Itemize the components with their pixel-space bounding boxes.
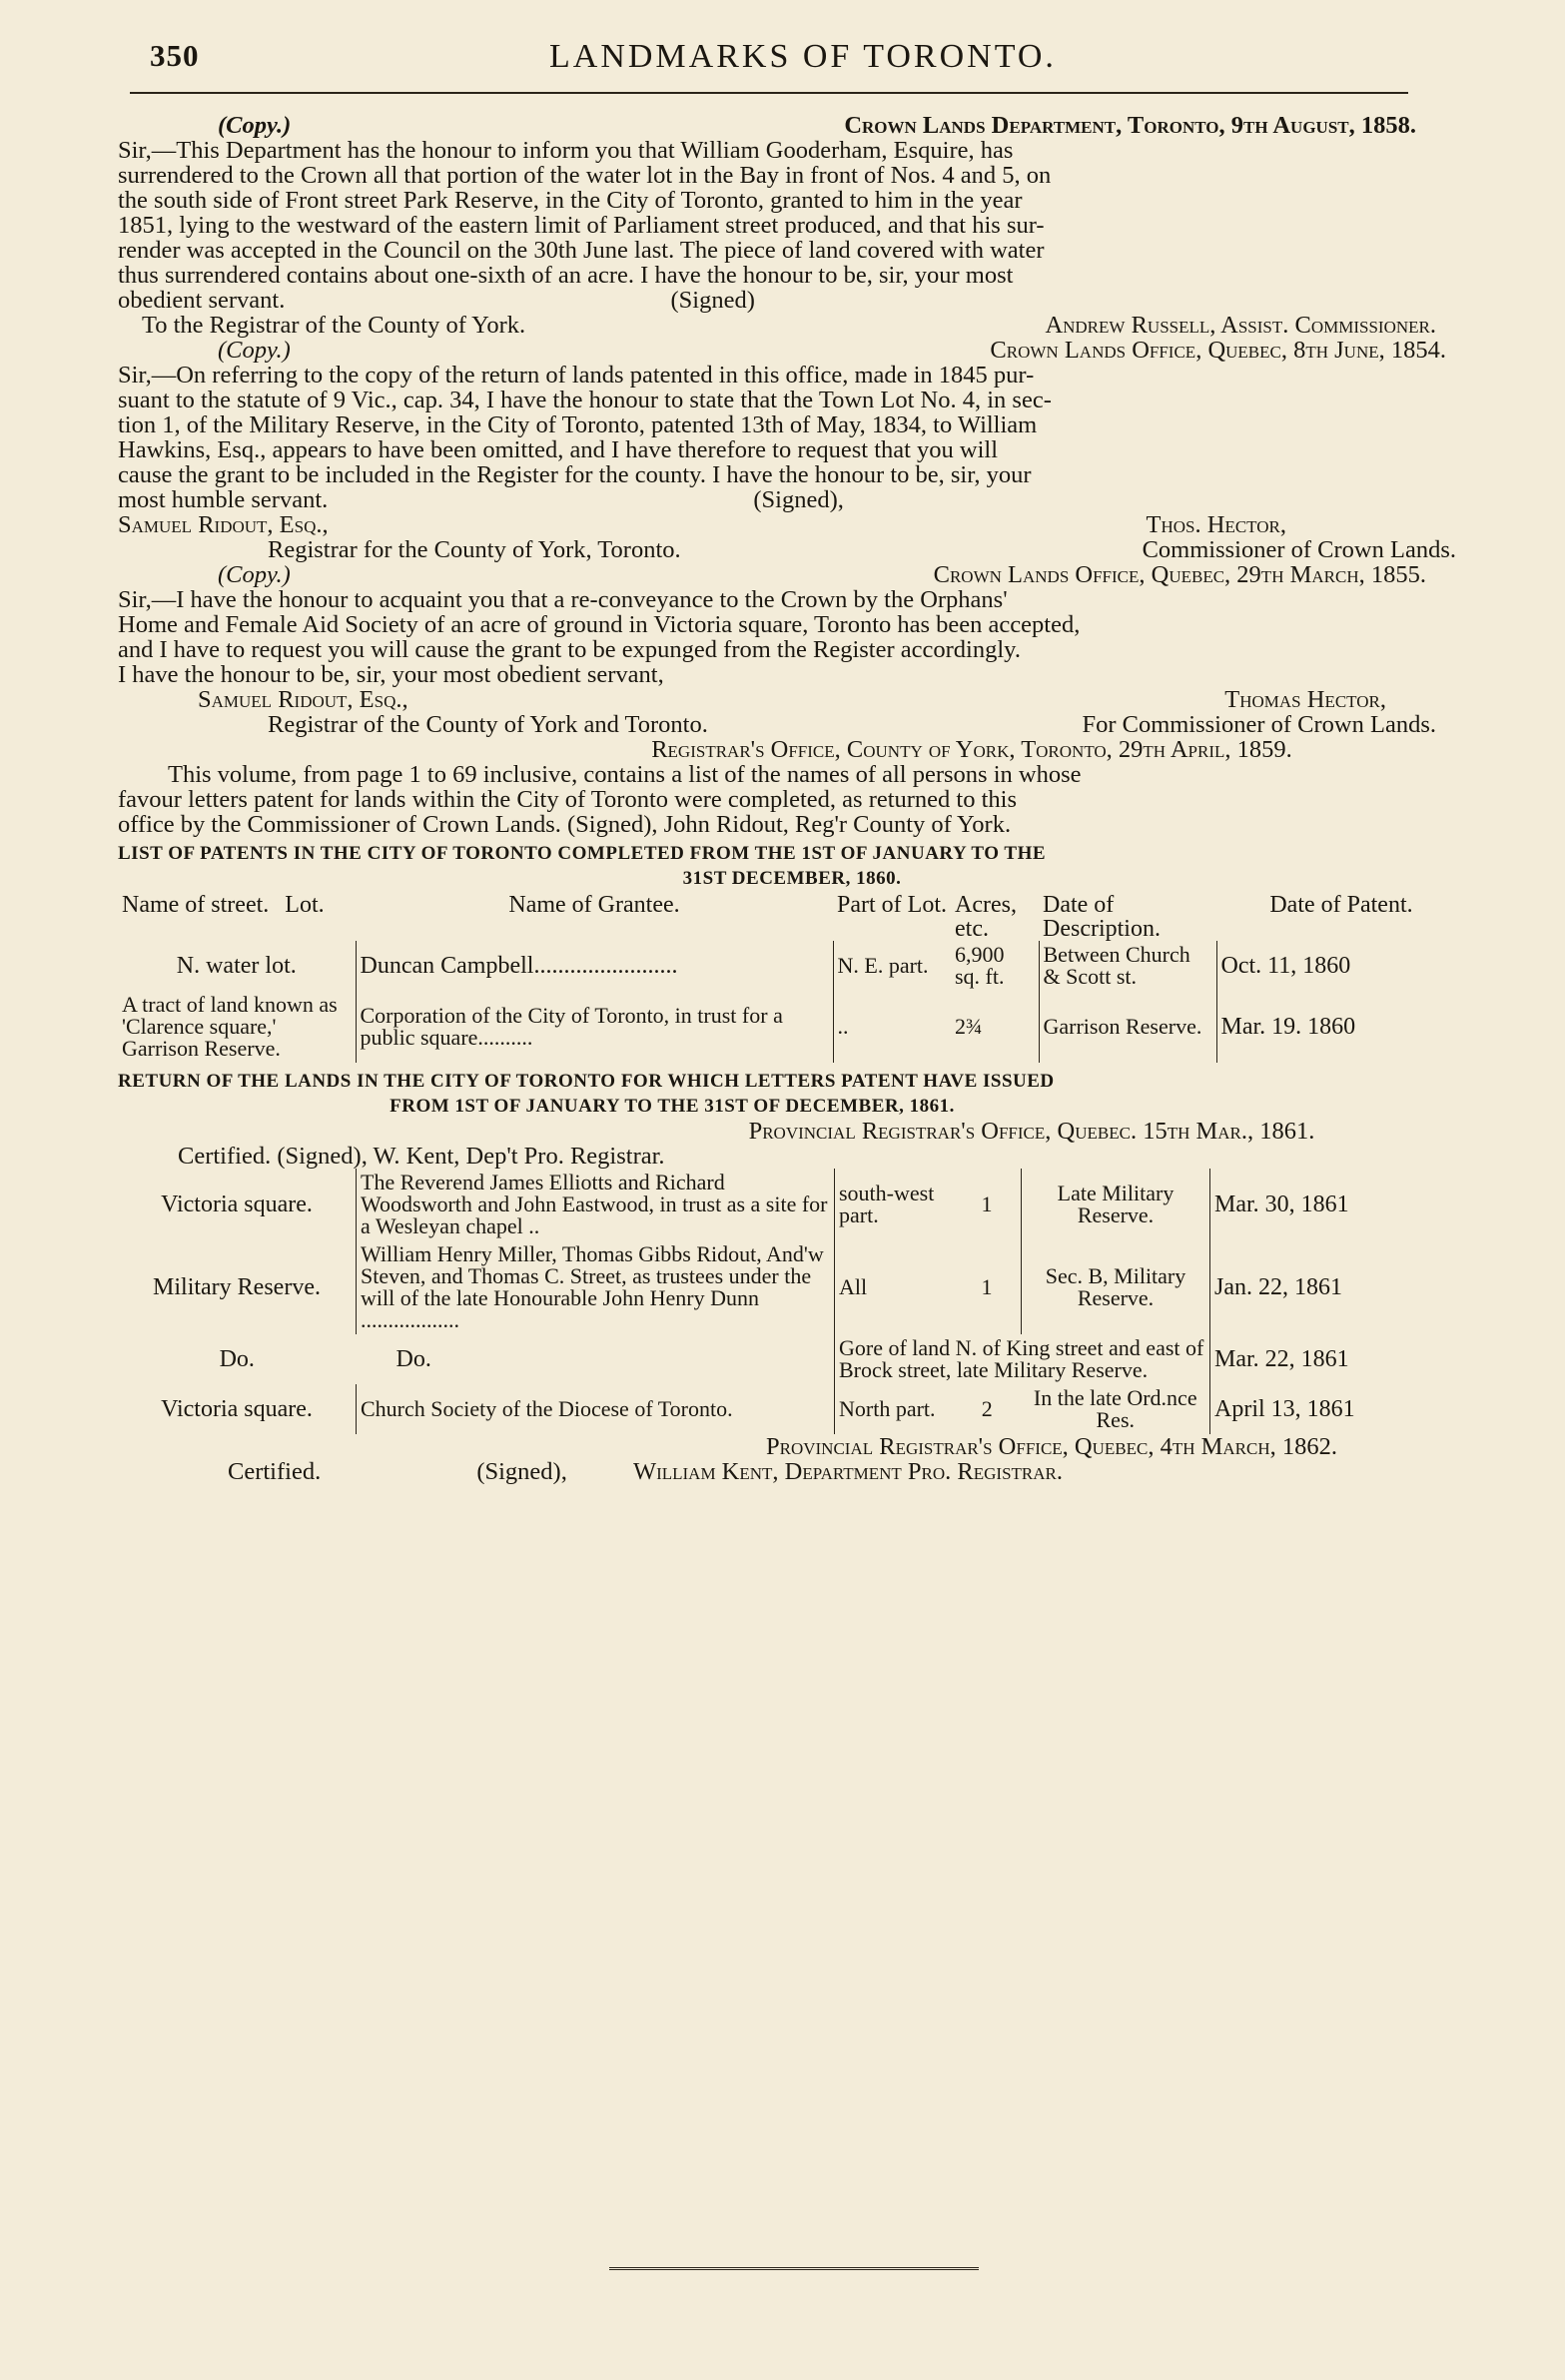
running-title: LANDMARKS OF TORONTO. xyxy=(549,38,1057,75)
cell-description: Garrison Reserve. xyxy=(1039,991,1216,1063)
table-row xyxy=(118,1169,1466,1240)
signature-title: For Commissioner of Crown Lands. xyxy=(1082,711,1436,738)
patent-table-1861 xyxy=(118,1169,1466,1434)
table-header-row xyxy=(118,893,1466,941)
cell-grantee: Duncan Campbell........................ xyxy=(356,941,833,991)
cell-date: April 13, 1861 xyxy=(1214,1396,1355,1422)
list-title: FROM 1ST OF JANUARY TO THE 31ST OF DECEMBER, 1861. xyxy=(390,1096,955,1117)
column-header: Acres, etc. xyxy=(955,892,1017,942)
patent-list-1861 xyxy=(118,1069,1466,1484)
footer-office: Provincial Registrar's Office, Quebec, 4th March, 1862. xyxy=(765,1433,1338,1460)
cell-date: Mar. 22, 1861 xyxy=(1214,1346,1349,1372)
note-line: favour letters patent for lands within the City of Toronto were completed, as returned to this xyxy=(118,787,1018,812)
letter-line: surrendered to the Crown all that portion of the water lot in the Bay in front of Nos. 4 and 5, on xyxy=(118,163,1052,188)
page-body xyxy=(118,113,1466,1484)
registrar-note xyxy=(118,737,1466,837)
letter-line: cause the grant to be included in the Register for the county. I have the honour to be, sir, your xyxy=(118,462,1032,487)
page-header xyxy=(150,38,1435,82)
cell-date: Jan. 22, 1861 xyxy=(1214,1274,1342,1300)
cell-street: A tract of land known as 'Clarence square,' Garrison Reserve. xyxy=(118,991,356,1063)
cell-acres: 2¾ xyxy=(951,991,1039,1063)
footer-signed: (Signed), xyxy=(476,1459,567,1484)
letter-closing: most humble servant. xyxy=(118,487,329,512)
footer-certified: Certified. xyxy=(228,1459,322,1484)
list-title: LIST OF PATENTS IN THE CITY OF TORONTO COMPLETED FROM THE 1ST OF JANUARY TO THE xyxy=(118,843,1047,864)
letter-line: Sir,—On referring to the copy of the return of lands patented in this office, made in 1845 pur- xyxy=(118,363,1035,388)
copy-label: (Copy.) xyxy=(218,561,291,588)
cell-acres: 1 xyxy=(953,1240,1022,1334)
letter-line: suant to the statute of 9 Vic., cap. 34, I have the honour to state that the Town Lot No. 4, in sec- xyxy=(118,388,1052,412)
list-title: 31ST DECEMBER, 1860. xyxy=(682,868,902,889)
cell-street: Victoria square. xyxy=(118,1384,357,1434)
cell-grantee: Church Society of the Diocese of Toronto. xyxy=(357,1384,835,1434)
cell-acres: 1 xyxy=(953,1169,1022,1240)
footer-signature: William Kent, Department Pro. Registrar. xyxy=(632,1459,1063,1484)
letter-line: render was accepted in the Council on the 30th June last. The piece of land covered with water xyxy=(118,238,1045,263)
letter-line: the south side of Front street Park Reserve, in the City of Toronto, granted to him in the year xyxy=(118,188,1023,213)
copy-label: (Copy.) xyxy=(218,337,291,364)
cell-street: Do. xyxy=(219,1346,255,1372)
letter-dateline: Crown Lands Office, Quebec, 29th March, 1855. xyxy=(933,561,1426,588)
column-header: Part of Lot. xyxy=(837,892,947,918)
cell-grantee: Corporation of the City of Toronto, in trust for a public square.......... xyxy=(356,991,833,1063)
cell-grantee: William Henry Miller, Thomas Gibbs Ridout, And'w Steven, and Thomas C. Street, as trustees under the will of the late Honourable John Henry Dunn .................. xyxy=(357,1240,835,1334)
signed-label: (Signed) xyxy=(670,288,755,313)
cell-description: In the late Ord.nce Res. xyxy=(1022,1384,1210,1434)
cell-street: Military Reserve. xyxy=(118,1240,357,1334)
note-dateline: Registrar's Office, County of York, Toronto, 29th April, 1859. xyxy=(651,736,1292,763)
patent-list-1860 xyxy=(118,841,1466,1063)
signature-title: Commissioner of Crown Lands. xyxy=(1142,536,1456,563)
table-row xyxy=(118,1334,1466,1384)
addressee-title: Registrar of the County of York and Toronto. xyxy=(268,711,708,738)
cell-date: Mar. 19. 1860 xyxy=(1220,1014,1356,1040)
letter-signature: Andrew Russell, Assist. Commissioner. xyxy=(1045,312,1436,339)
letter-closing: obedient servant. xyxy=(118,288,286,313)
certified-line: Certified. (Signed), W. Kent, Dep't Pro. Registrar. xyxy=(178,1144,665,1169)
office-line: Provincial Registrar's Office, Quebec. 15th Mar., 1861. xyxy=(748,1118,1315,1145)
letter-line: Home and Female Aid Society of an acre of ground in Victoria square, Toronto has been accepted, xyxy=(118,612,1081,637)
letter-addressee: To the Registrar of the County of York. xyxy=(142,312,526,339)
cell-part: .. xyxy=(837,1014,849,1039)
column-header: Name of street. xyxy=(122,892,270,918)
addressee-title: Registrar for the County of York, Toronto. xyxy=(268,536,681,563)
cell-grantee: The Reverend James Elliotts and Richard Woodsworth and John Eastwood, in trust as a site for a Wesleyan chapel .. xyxy=(357,1169,835,1240)
letter-dateline: Crown Lands Office, Quebec, 8th June, 1854. xyxy=(990,337,1446,364)
cell-part: N. E. part. xyxy=(837,953,929,978)
column-header: Date of Description. xyxy=(1043,892,1161,942)
addressee-name: Samuel Ridout, Esq., xyxy=(198,686,408,713)
letter-line: tion 1, of the Military Reserve, in the City of Toronto, patented 13th of May, 1834, to William xyxy=(118,412,1038,437)
letter-line: Hawkins, Esq., appears to have been omitted, and I have therefore to request that you will xyxy=(118,437,999,462)
letter-signature: Thomas Hector, xyxy=(1224,686,1386,713)
page-number: 350 xyxy=(150,38,200,73)
letter-line: Sir,—I have the honour to acquaint you that a re-conveyance to the Crown by the Orphans' xyxy=(118,587,1008,612)
letter-signature: Thos. Hector, xyxy=(1146,511,1286,538)
column-header: Lot. xyxy=(285,892,325,918)
table-row xyxy=(118,1240,1466,1334)
table-row xyxy=(118,941,1466,991)
cell-part: south-west part. xyxy=(839,1181,935,1227)
cell-acres: 6,900 sq. ft. xyxy=(951,941,1039,991)
column-header: Name of Grantee. xyxy=(508,892,680,918)
cell-description: Between Church & Scott st. xyxy=(1039,941,1216,991)
cell-part: All xyxy=(839,1274,868,1299)
signed-label: (Signed), xyxy=(753,487,844,512)
letter-line: thus surrendered contains about one-sixth of an acre. I have the honour to be, sir, your most xyxy=(118,263,1014,288)
letter-2 xyxy=(118,338,1466,562)
cell-part: North part. xyxy=(839,1396,936,1421)
letter-1 xyxy=(118,113,1466,338)
cell-street: N. water lot. xyxy=(118,941,356,991)
cell-part: Gore of land N. of King street and east of Brock street, late Military Reserve. xyxy=(835,1334,1210,1384)
addressee-name: Samuel Ridout, Esq., xyxy=(118,511,329,538)
cell-acres: 2 xyxy=(981,1396,993,1421)
cell-street: Victoria square. xyxy=(118,1169,357,1240)
letter-closing: I have the honour to be, sir, your most obedient servant, xyxy=(118,662,664,687)
patent-table-1860 xyxy=(118,893,1466,1063)
cell-date: Oct. 11, 1860 xyxy=(1220,953,1351,979)
letter-line: and I have to request you will cause the grant to be expunged from the Register accordingly. xyxy=(118,637,1021,662)
table-row xyxy=(118,1384,1466,1434)
cell-description: Sec. B, Military Reserve. xyxy=(1022,1240,1210,1334)
note-line: This volume, from page 1 to 69 inclusive, contains a list of the names of all persons in whose xyxy=(168,762,1082,787)
list-title: RETURN OF THE LANDS IN THE CITY OF TORONTO FOR WHICH LETTERS PATENT HAVE ISSUED xyxy=(118,1071,1055,1092)
header-rule xyxy=(130,92,1408,94)
cell-lot: Do. xyxy=(395,1346,431,1372)
cell-description: Late Military Reserve. xyxy=(1022,1169,1210,1240)
letter-dateline: Crown Lands Department, Toronto, 9th August, 1858. xyxy=(844,112,1416,139)
letter-3 xyxy=(118,562,1466,737)
closing-rule xyxy=(609,2267,979,2270)
column-header: Date of Patent. xyxy=(1269,892,1413,918)
letter-line: 1851, lying to the westward of the eastern limit of Parliament street produced, and that his sur- xyxy=(118,213,1045,238)
letter-line: Sir,—This Department has the honour to inform you that William Gooderham, Esquire, has xyxy=(118,138,1014,163)
copy-label: (Copy.) xyxy=(218,112,292,139)
note-line: office by the Commissioner of Crown Lands. (Signed), John Ridout, Reg'r County of York. xyxy=(118,812,1012,837)
cell-date: Mar. 30, 1861 xyxy=(1214,1191,1349,1217)
table-row xyxy=(118,991,1466,1063)
